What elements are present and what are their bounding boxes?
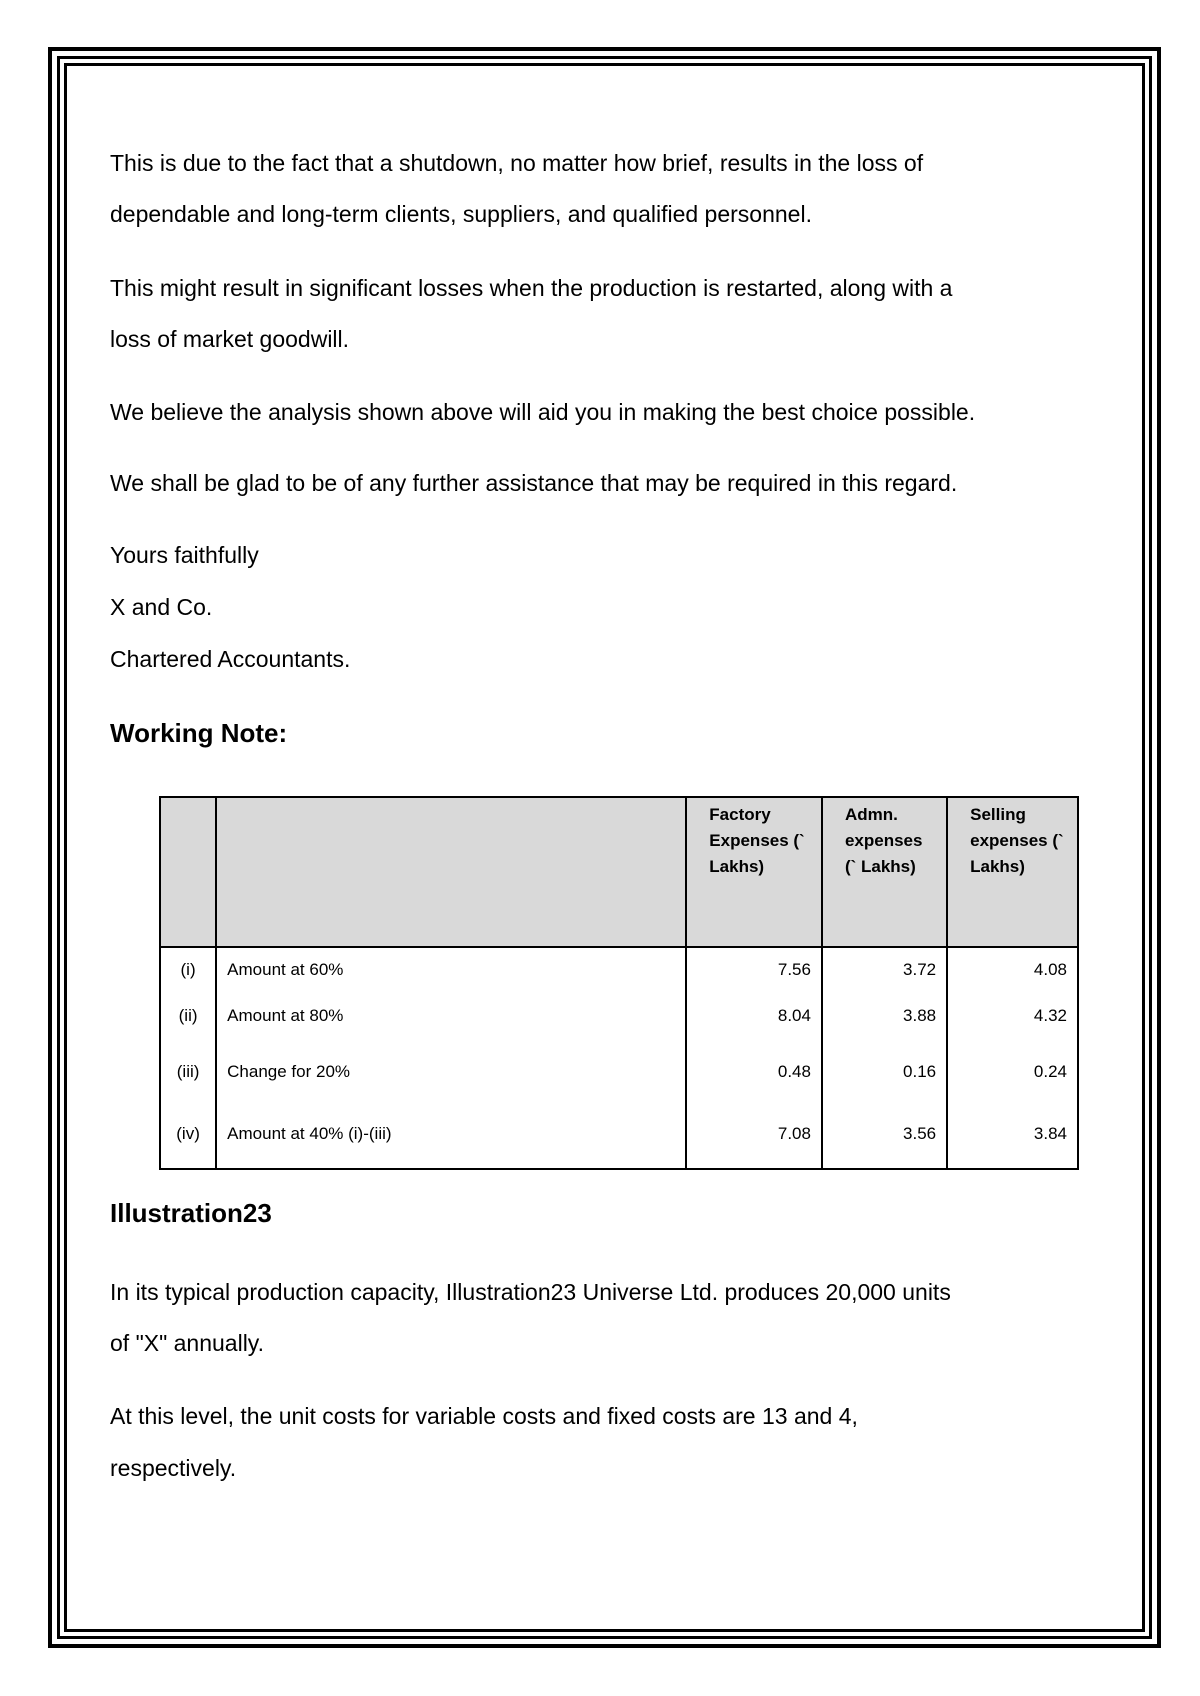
header-cell-no	[160, 797, 216, 947]
table-row	[160, 1100, 1078, 1169]
closing-designation: Chartered Accountants.	[110, 646, 351, 672]
illustration-line: respectively.	[110, 1455, 237, 1481]
table-row	[160, 988, 1078, 1044]
table-row	[160, 947, 1078, 988]
row-admn-value: 3.56	[822, 1100, 947, 1169]
row-selling-value: 4.08	[947, 947, 1078, 988]
table-header-row	[160, 797, 1078, 947]
row-description: Change for 20%	[216, 1044, 686, 1100]
closing-firm: X and Co.	[110, 594, 213, 620]
header-cell-description	[216, 797, 686, 947]
row-description: Amount at 60%	[216, 947, 686, 988]
row-number: (iv)	[160, 1100, 216, 1169]
table-row	[160, 1044, 1078, 1100]
row-admn-value: 0.16	[822, 1044, 947, 1100]
row-factory-value: 7.08	[686, 1100, 822, 1169]
paragraph-line: We shall be glad to be of any further assistance that may be required in this regard.	[110, 470, 958, 496]
working-note-heading: Working Note:	[110, 718, 288, 748]
header-cell-factory: Factory Expenses (` Lakhs)	[686, 797, 822, 947]
row-admn-value: 3.72	[822, 947, 947, 988]
working-note-table	[159, 796, 1079, 1170]
header-cell-admn: Admn. expenses (` Lakhs)	[822, 797, 947, 947]
paragraph-line: This is due to the fact that a shutdown, no matter how brief, results in the loss of	[110, 150, 924, 176]
row-factory-value: 8.04	[686, 988, 822, 1044]
row-selling-value: 0.24	[947, 1044, 1078, 1100]
paragraph-line: This might result in significant losses when the production is restarted, along with a	[110, 275, 953, 301]
row-admn-value: 3.88	[822, 988, 947, 1044]
illustration-line: At this level, the unit costs for variable costs and fixed costs are 13 and 4,	[110, 1403, 858, 1429]
row-factory-value: 7.56	[686, 947, 822, 988]
row-selling-value: 4.32	[947, 988, 1078, 1044]
row-number: (iii)	[160, 1044, 216, 1100]
row-description: Amount at 80%	[216, 988, 686, 1044]
closing-salutation: Yours faithfully	[110, 542, 259, 568]
row-number: (i)	[160, 947, 216, 988]
header-cell-selling: Selling expenses (` Lakhs)	[947, 797, 1078, 947]
row-number: (ii)	[160, 988, 216, 1044]
illustration-heading: Illustration23	[110, 1198, 272, 1228]
paragraph-line: loss of market goodwill.	[110, 326, 350, 352]
illustration-line: In its typical production capacity, Illustration23 Universe Ltd. produces 20,000 units	[110, 1279, 951, 1305]
row-selling-value: 3.84	[947, 1100, 1078, 1169]
paragraph-line: We believe the analysis shown above will aid you in making the best choice possible.	[110, 399, 976, 425]
row-description: Amount at 40% (i)-(iii)	[216, 1100, 686, 1169]
paragraph-line: dependable and long-term clients, suppliers, and qualified personnel.	[110, 201, 812, 227]
row-factory-value: 0.48	[686, 1044, 822, 1100]
illustration-line: of "X" annually.	[110, 1330, 264, 1356]
